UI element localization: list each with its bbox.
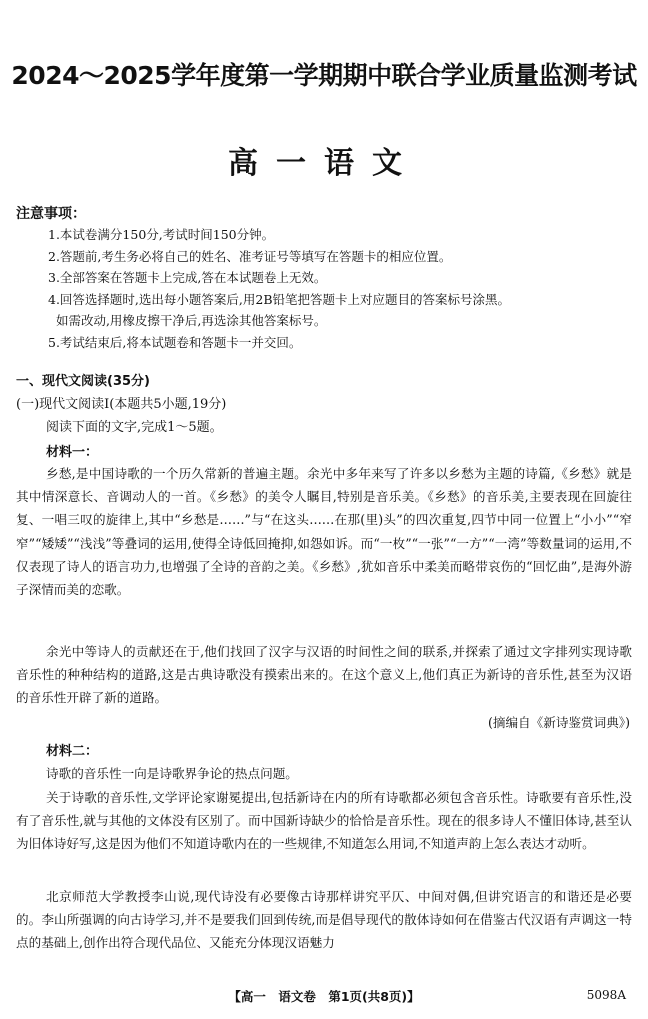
material-2-paragraph: 北京师范大学教授李山说,现代诗没有必要像古诗那样讲究平仄、中间对偶,但讲究语言的和谐还是必要的。李山所强调的向古诗学习,并不是要我们回到传统,而是倡导现代的散体诗如何在借鉴古代汉语有声调这一特点的基础上,创作出符合现代品位、又能充分体现汉语魅力	[16, 889, 632, 951]
section-heading: 一、现代文阅读(35分)	[16, 374, 150, 389]
material-1-paragraph: 乡愁,是中国诗歌的一个历久常新的普遍主题。余光中多年来写了许多以乡愁为主题的诗篇,《乡愁》就是其中情深意长、音调动人的一首。《乡愁》的美令人瞩目,特别是音乐美。《乡愁》的音乐美,主要表现在回旋往复、一唱三叹的旋律上,其中“乡愁是……”与“在这头……在那(里)头”的四次重复,四节中同一位置上“小小”“窄窄”“矮矮”“浅浅”等叠词的运用,使得全诗低回掩抑,如怨如诉。而“一枚”“一张”“一方”“一湾”等数量词的运用,不仅表现了诗人的语言功力,也增强了全诗的音韵之美。《乡愁》,犹如音乐中柔美而略带哀伤的“回忆曲”,是海外游子深情而美的恋歌。	[16, 466, 632, 598]
material-2-paragraph: 关于诗歌的音乐性,文学评论家谢冕提出,包括新诗在内的所有诗歌都必须包含音乐性。诗歌要有音乐性,没有了音乐性,就与其他的文体没有区别了。而中国新诗缺少的恰恰是音乐性。现在的很多诗人不懂旧体诗,甚至认为旧体诗好写,这是因为他们不知道诗歌内在的一些规律,不知道怎么用词,不知道声韵上怎么表达才动听。	[16, 790, 632, 852]
notice-heading: 注意事项：	[16, 206, 86, 222]
notice-item: 5.考试结束后,将本试题卷和答题卡一并交回。	[48, 334, 302, 350]
notice-item: 3.全部答案在答题卡上完成,答在本试题卷上无效。	[48, 270, 327, 285]
material-1-paragraph: 余光中等诗人的贡献还在于,他们找回了汉字与汉语的时间性之间的联系,并探索了通过文字排列实现诗歌音乐性的种种结构的道路,这是古典诗歌没有摸索出来的。在这个意义上,他们真正为新诗的音乐性,甚至为汉语的音乐性开辟了新的道路。	[16, 644, 632, 706]
material-2-label: 材料二：	[46, 744, 99, 759]
subsection-heading: (一)现代文阅读Ⅰ(本题共5小题,19分)	[16, 397, 227, 412]
material-2-paragraph: 诗歌的音乐性一向是诗歌界争论的热点问题。	[46, 766, 298, 781]
notice-item: 2.答题前,考生务必将自己的姓名、准考证号等填写在答题卡的相应位置。	[48, 248, 452, 264]
notice-item: 4.回答选择题时,选出每小题答案后,用2B铅笔把答题卡上对应题目的答案标号涂黑。	[48, 291, 511, 307]
notice-list	[48, 224, 638, 353]
subject-title: 高一语文	[228, 146, 420, 181]
notice-item: 如需改动,用橡皮擦干净后,再选涂其他答案标号。	[48, 313, 327, 328]
page-footer: 【高一 语文卷 第1页(共8页)】	[228, 989, 420, 1004]
reading-instruction: 阅读下面的文字,完成1～5题。	[46, 420, 223, 435]
material-1-label: 材料一：	[46, 445, 99, 460]
paper-code: 5098A	[586, 988, 626, 1002]
exam-title: 2024～2025学年度第一学期期中联合学业质量监测考试	[11, 61, 637, 90]
notice-item: 1.本试卷满分150分,考试时间150分钟。	[48, 227, 275, 242]
material-1-source: (摘编自《新诗鉴赏词典》)	[487, 715, 630, 730]
